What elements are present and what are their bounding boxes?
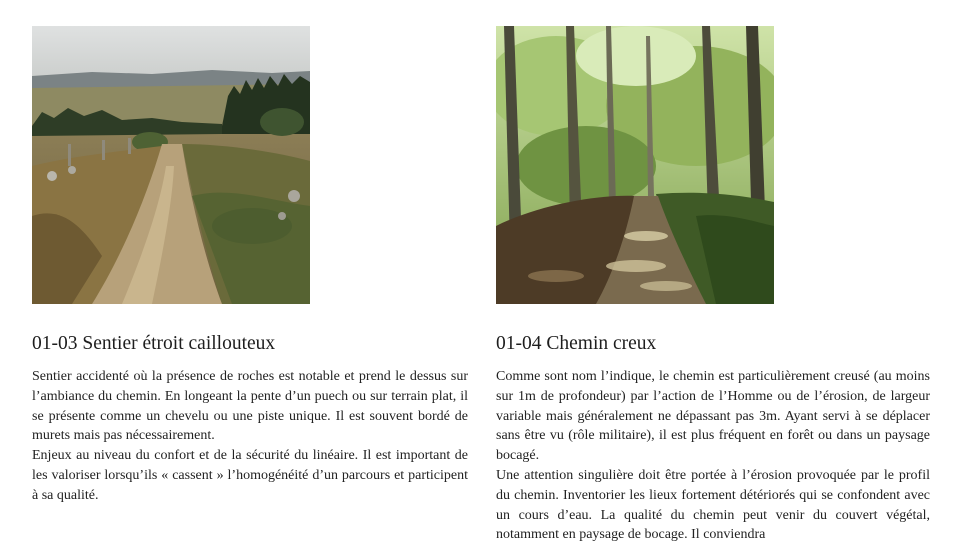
entry-title: 01-04 Chemin creux [496,333,657,354]
entry-description [32,367,468,506]
paragraph: Une attention singulière doit être portée à l’érosion provoquée par le profil du chemin. Inventorier les lieux fortement détériorés qui se confondent avec un cours d’eau. La qualité du chemin peut venir du couvert végétal, notamment en paysage de bocage. Il conviendra [496,467,930,543]
paragraph: Enjeux au niveau du confort et de la sécurité du linéaire. Il est important de les valoriser lorsqu’ils « cassent » l’homogénéité d’un parcours et participent à sa qualité. [32,448,468,503]
entry-title: 01-03 Sentier étroit caillouteux [32,333,276,354]
moorland-gravel-path-photo [32,26,310,304]
paragraph: Comme sont nom l’indique, le chemin est particulièrement creusé (au moins sur 1m de profondeur) par l’action de l’Homme ou de l’érosion, de largeur variable mais généralement ne dépassant pas 3m. Ayant servi à se déplacer sans être vu (rôle militaire), il est plus fréquent en forêt ou dans un paysage bocagé. [496,369,930,464]
sunken-forest-lane-photo [496,26,774,304]
paragraph: Sentier accidenté où la présence de roches est notable et prend le dessus sur l’ambiance du chemin. En longeant la pente d’un puech ou sur terrain plat, il se présente comme un chevelu ou une piste unique. Il est souvent bordé de murets mais pas nécessairement. [32,369,468,444]
entry-description [496,367,930,545]
